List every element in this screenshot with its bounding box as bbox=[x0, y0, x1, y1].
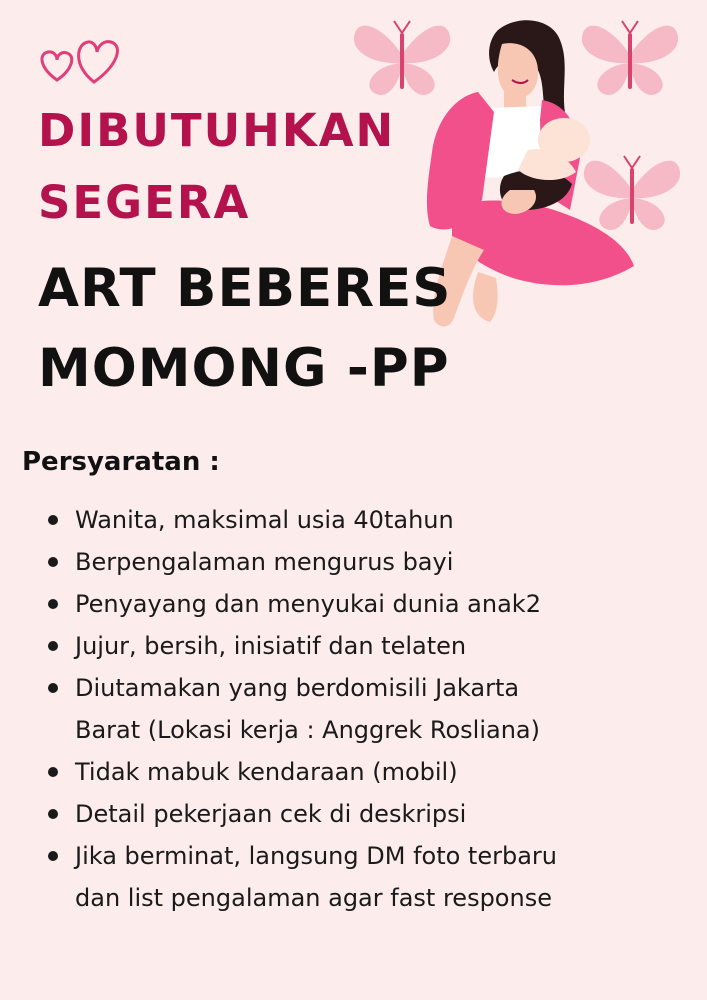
bullet-icon bbox=[48, 599, 58, 609]
requirement-item bbox=[42, 835, 702, 877]
headline-line-4: MOMONG -PP bbox=[38, 338, 450, 399]
bullet-icon bbox=[48, 767, 58, 777]
requirement-item bbox=[42, 499, 702, 541]
requirement-text: Penyayang dan menyukai dunia anak2 bbox=[75, 590, 541, 618]
headline-line-3: ART BEBERES bbox=[38, 258, 452, 319]
requirement-text: Diutamakan yang berdomisili Jakarta bbox=[75, 674, 520, 702]
requirement-text: Jujur, bersih, inisiatif dan telaten bbox=[75, 632, 467, 660]
butterfly-icon bbox=[584, 156, 680, 230]
requirement-text: Berpengalaman mengurus bayi bbox=[75, 548, 454, 576]
requirement-item bbox=[42, 541, 702, 583]
bullet-icon bbox=[48, 683, 58, 693]
requirements-title: Persyaratan : bbox=[22, 447, 220, 477]
requirement-item bbox=[42, 583, 702, 625]
requirement-text: Detail pekerjaan cek di deskripsi bbox=[75, 800, 467, 828]
bullet-icon bbox=[48, 809, 58, 819]
butterfly-icon bbox=[354, 21, 450, 95]
requirement-item bbox=[42, 751, 702, 793]
headline-line-2: SEGERA bbox=[38, 176, 251, 229]
requirement-text: Tidak mabuk kendaraan (mobil) bbox=[75, 758, 458, 786]
requirement-item bbox=[42, 625, 702, 667]
requirement-item-continuation bbox=[42, 877, 702, 919]
requirement-item bbox=[42, 667, 702, 709]
requirement-text: dan list pengalaman agar fast response bbox=[75, 884, 552, 912]
requirement-text: Wanita, maksimal usia 40tahun bbox=[75, 506, 454, 534]
headline-line-1: DIBUTUHKAN bbox=[38, 104, 396, 157]
requirement-item bbox=[42, 793, 702, 835]
butterfly-icon bbox=[582, 21, 678, 95]
requirement-text: Jika berminat, langsung DM foto terbaru bbox=[75, 842, 557, 870]
requirements-list bbox=[42, 499, 702, 919]
requirement-text: Barat (Lokasi kerja : Anggrek Rosliana) bbox=[75, 716, 540, 744]
bullet-icon bbox=[48, 641, 58, 651]
hearts-icon bbox=[42, 42, 118, 82]
requirement-item-continuation bbox=[42, 709, 702, 751]
bullet-icon bbox=[48, 851, 58, 861]
bullet-icon bbox=[48, 557, 58, 567]
bullet-icon bbox=[48, 515, 58, 525]
